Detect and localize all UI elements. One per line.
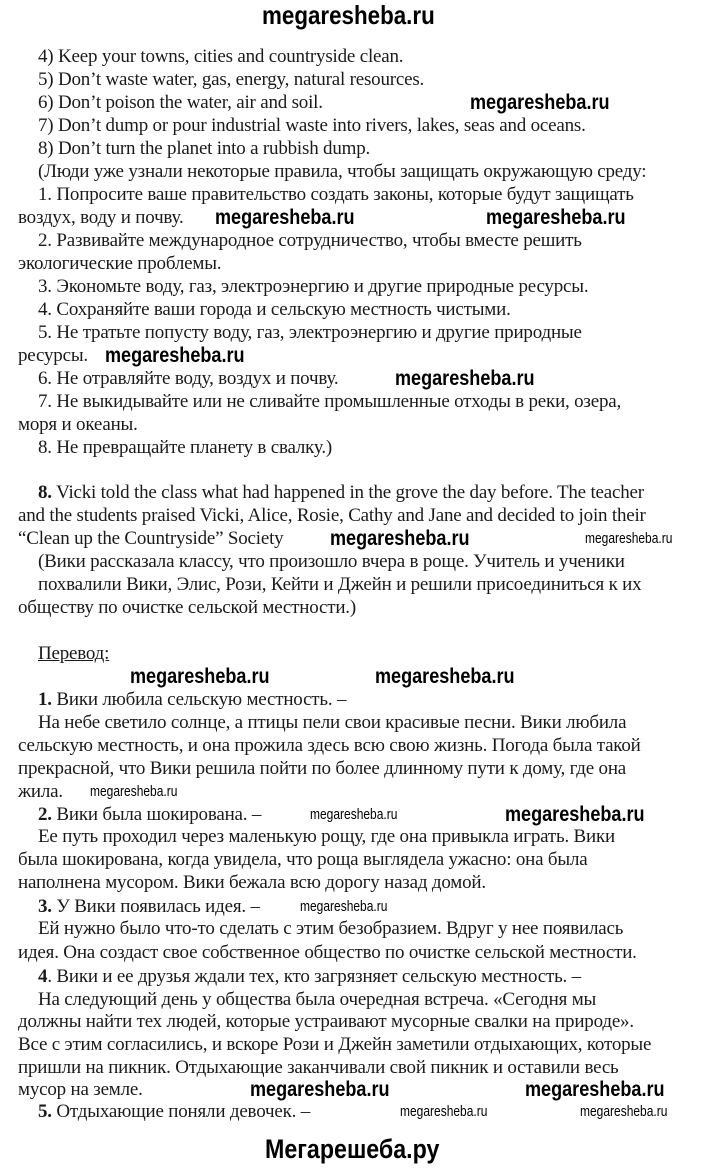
line-text: ресурсы. (18, 345, 88, 366)
text-line (18, 1011, 634, 1033)
text-line (38, 391, 621, 413)
line-text: Ей нужно было что-то сделать с этим безобразием. Вдруг у нее появилась (38, 918, 624, 939)
line-text: идея. Она создаст свое собственное общество по очистке сельской местности. (18, 942, 637, 963)
line-text: 5) Don’t waste water, gas, energy, natural resources. (38, 69, 425, 90)
line-text: Отдыхающие поняли девочек. – (51, 1101, 311, 1122)
text-line (38, 437, 332, 459)
item-number: 5. (38, 1101, 52, 1122)
line-text: 8. Не превращайте планету в свалку.) (38, 437, 333, 458)
watermark: megaresheba.ru (395, 367, 535, 390)
watermark: megaresheba.ru (105, 344, 245, 367)
text-line (18, 872, 486, 894)
line-text: 7. Не выкидывайте или не сливайте промышленные отходы в реки, озера, (38, 391, 622, 412)
line-text: 8) Don’t turn the planet into a rubbish dump. (38, 138, 371, 159)
line-text: Все с этим согласились, и вскоре Рози и Джейн заметили отдыхающих, которые (18, 1034, 652, 1055)
text-line (38, 299, 511, 321)
line-text: Ее путь проходил через маленькую рощу, где она привыкла играть. Вики (38, 826, 615, 847)
line-text: “Clean up the Countryside” Society (18, 528, 284, 549)
text-line (38, 989, 596, 1011)
text-line (18, 781, 63, 803)
item-number: 2. (38, 804, 52, 825)
text-line (38, 712, 626, 734)
text-line (38, 276, 588, 298)
line-text: 1. Попросите ваше правительство создать законы, которые будут защищать (38, 184, 634, 205)
line-text: Вики была шокирована. – (51, 804, 262, 825)
line-text: 7) Don’t dump or pour industrial waste into rivers, lakes, seas and oceans. (38, 115, 586, 136)
header-watermark: megaresheba.ru (262, 0, 435, 30)
line-text: 3. Экономьте воду, газ, электроэнергию и другие природные ресурсы. (38, 276, 589, 297)
line-text: воздух, воду и почву. (18, 207, 184, 228)
watermark: megaresheba.ru (375, 665, 515, 688)
text-line (18, 1034, 651, 1056)
line-text: (Люди уже узнали некоторые правила, чтобы защищать окружающую среду: (38, 161, 647, 182)
text-line (38, 804, 261, 826)
line-text: пришли на пикник. Отдыхающие заканчивали свой пикник и оставили весь (18, 1057, 619, 1078)
line-text: У Вики появилась идея. – (51, 896, 260, 917)
text-line (38, 184, 634, 206)
line-text: На небе светило солнце, а птицы пели свои красивые песни. Вики любила (38, 712, 627, 733)
line-text: На следующий день у общества была очередная встреча. «Сегодня мы (38, 989, 597, 1010)
text-line (18, 1057, 619, 1079)
text-line (18, 528, 283, 550)
text-line (38, 966, 581, 988)
item-number: 8. (38, 482, 52, 503)
text-line (18, 849, 587, 871)
text-line (38, 689, 346, 711)
item-number: 3. (38, 896, 52, 917)
watermark: megaresheba.ru (470, 91, 610, 114)
line-text: должны найти тех людей, которые устраивают мусорные свалки на природе». (18, 1011, 634, 1032)
item-number: 1. (38, 689, 52, 710)
line-text: 2. Развивайте международное сотрудничество, чтобы вместе решить (38, 230, 582, 251)
text-line (38, 46, 403, 68)
line-text: была шокирована, когда увидела, что роща выглядела ужасно: она была (18, 849, 588, 870)
watermark: megaresheba.ru (130, 665, 270, 688)
line-text: Вики любила сельскую местность. – (51, 689, 347, 710)
line-text: (Вики рассказала классу, что произошло вчера в роще. Учитель и ученики (38, 551, 625, 572)
text-line (38, 92, 323, 114)
watermark: megaresheba.ru (400, 1103, 488, 1120)
text-line (38, 322, 582, 344)
text-line (18, 253, 221, 275)
line-text: 4. Сохраняйте ваши города и сельскую местность чистыми. (38, 299, 511, 320)
text-line (18, 1079, 143, 1101)
watermark: megaresheba.ru (300, 898, 388, 915)
line-text: Vicki told the class what had happened in the grove the day before. The teacher (51, 482, 644, 503)
line-text: моря и океаны. (18, 414, 138, 435)
watermark: megaresheba.ru (580, 1103, 668, 1120)
watermark: megaresheba.ru (525, 1078, 665, 1101)
line-text: . Вики и ее друзья ждали тех, кто загрязняет сельскую местность. – (47, 966, 581, 987)
line-text: Перевод: (38, 643, 110, 664)
text-line (38, 896, 260, 918)
line-text: 5. Не тратьте попусту воду, газ, электроэнергию и другие природные (38, 322, 582, 343)
text-line (38, 69, 424, 91)
text-line (18, 505, 646, 527)
line-text: прекрасной, что Вики решила пойти по более длинному пути к дому, где она (18, 758, 627, 779)
line-text: наполнена мусором. Вики бежала всю дорогу назад домой. (18, 872, 486, 893)
watermark: megaresheba.ru (90, 783, 178, 800)
watermark: megaresheba.ru (250, 1078, 390, 1101)
line-text: мусор на земле. (18, 1079, 143, 1100)
watermark: megaresheba.ru (330, 527, 470, 550)
line-text: сельскую местность, и она прожила здесь всю свою жизнь. Погода была такой (18, 735, 641, 756)
line-text: жила. (18, 781, 63, 802)
watermark: megaresheba.ru (585, 530, 673, 547)
watermark: megaresheba.ru (486, 206, 626, 229)
text-line (18, 345, 88, 367)
watermark: megaresheba.ru (215, 206, 355, 229)
text-line (38, 230, 582, 252)
text-line (38, 115, 586, 137)
text-line (18, 414, 138, 436)
text-line (18, 597, 356, 619)
text-line (18, 735, 641, 757)
text-line (38, 1101, 310, 1123)
line-text: похвалили Вики, Элис, Рози, Кейти и Джейн и решили присоединиться к их (38, 574, 642, 595)
text-line (38, 482, 644, 504)
text-line (38, 826, 615, 848)
line-text: and the students praised Vicki, Alice, Rosie, Cathy and Jane and decided to join their (18, 505, 646, 526)
line-text: 6) Don’t poison the water, air and soil. (38, 92, 323, 113)
watermark: megaresheba.ru (505, 803, 645, 826)
text-line (38, 551, 625, 573)
text-line (38, 138, 370, 160)
text-line (38, 918, 623, 940)
translation-heading (38, 643, 109, 665)
text-line (38, 574, 641, 596)
line-text: обществу по очистке сельской местности.) (18, 597, 356, 618)
line-text: 6. Не отравляйте воду, воздух и почву. (38, 368, 339, 389)
text-line (18, 942, 637, 964)
line-text: экологические проблемы. (18, 253, 222, 274)
text-line (18, 758, 626, 780)
footer-watermark: Мегарешеба.ру (265, 1134, 440, 1164)
watermark: megaresheba.ru (310, 806, 398, 823)
text-line (38, 161, 646, 183)
item-number: 4 (38, 966, 48, 987)
line-text: 4) Keep your towns, cities and countryside clean. (38, 46, 404, 67)
text-line (18, 207, 184, 229)
text-line (38, 368, 338, 390)
